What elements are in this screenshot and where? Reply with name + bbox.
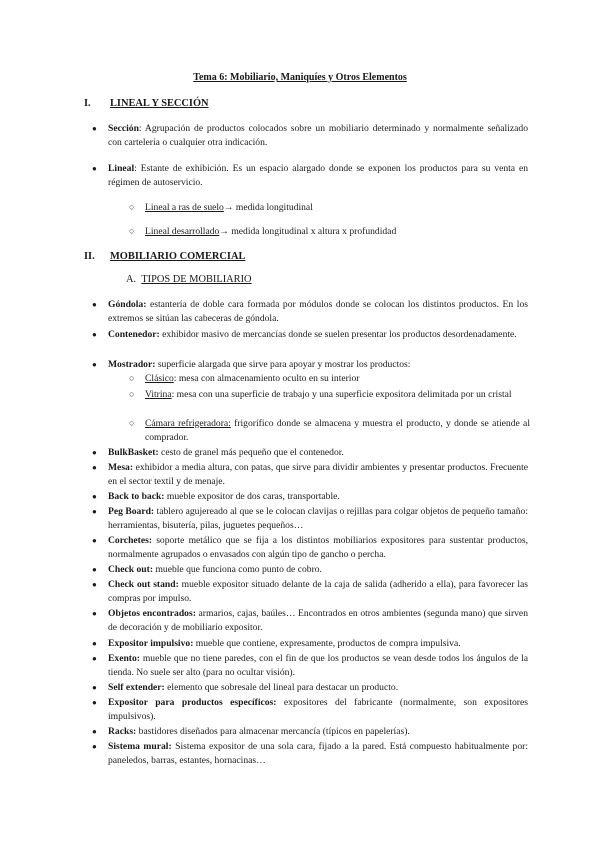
item-text: armarios, cajas, baúles… Encontrados en otros ambientes (segunda mano) que sirven de decoración y de mobiliario expositor. [108, 608, 528, 634]
item-term: Check out stand: [108, 579, 179, 590]
item-term: Expositor para productos específicos: [108, 697, 277, 708]
subsection-heading [126, 273, 252, 287]
list-item [92, 534, 528, 562]
sub-item-term: Lineal desarrollado [145, 226, 220, 237]
item-text: Sistema expositor de una sola cara, fijado a la pared. Está compuesto habitualmente por: paneledos, barras, estantes, hornacinas… [108, 741, 528, 767]
list-item [92, 358, 528, 372]
list-item [92, 681, 528, 695]
list-item [92, 461, 528, 489]
section-1-number: I. [84, 98, 91, 109]
item-text: mueble que funciona como punto de cobro. [153, 564, 322, 575]
item-text: cesto de granel más pequeño que el contenedor. [158, 447, 344, 458]
sub-item-text: → medida longitudinal [223, 202, 313, 213]
item-text: mueble expositor de dos caras, transportable. [164, 491, 340, 502]
bullet-icon: ● [92, 124, 97, 133]
sub-item-text: : mesa con una superficie de trabajo y una superficie expositora delimitada por un cristal [171, 389, 512, 400]
circle-bullet-icon: ○ [129, 202, 135, 212]
sub-item-text: frigorífico donde se almacena y muestra el producto, y donde se atiende al comprador. [145, 418, 530, 444]
bullet-icon: ● [92, 580, 97, 589]
item-text: mueble expositor situado delante de la caja de salida (adherido a ella), para favorecer las compras por impulso. [108, 579, 528, 605]
item-text: mueble que contiene, expresamente, productos de compra impulsiva. [193, 638, 461, 649]
item-text: exhibidor masivo de mercancías donde se suelen presentar los productos desordenadamente. [159, 329, 517, 340]
list-item [92, 505, 528, 533]
item-term: BulkBasket: [108, 447, 159, 458]
list-item [92, 122, 528, 150]
item-term: Self extender: [108, 682, 165, 693]
item-term: Lineal [108, 163, 135, 174]
bullet-icon: ● [92, 360, 97, 369]
item-text: estantería de doble cara formada por módulos donde se colocan los distintos productos. En los extremos se sitúan las cabeceras de góndola. [108, 299, 528, 325]
bullet-icon: ● [92, 683, 97, 692]
sub-item-term: Clásico [145, 373, 174, 384]
item-text: exhibidor a media altura, con patas, que sirve para dividir ambientes y presentar productos. Frecuente en el sector textil y de menaje. [108, 462, 528, 488]
section-2-label: MOBILIARIO COMERCIAL [110, 251, 246, 262]
list-item [92, 725, 528, 739]
item-term: Contenedor: [108, 329, 160, 340]
item-term: Mesa: [108, 462, 134, 473]
circle-bullet-icon: ○ [129, 373, 135, 383]
item-text: mueble que no tiene paredes, con el fin de que los productos se vean desde todos los ángulos de la tienda. No suele ser alto (para no ocultar visión). [108, 653, 528, 679]
item-term: Peg Board: [108, 506, 155, 517]
sub-item [129, 201, 530, 215]
bullet-icon: ● [92, 300, 97, 309]
bullet-icon: ● [92, 654, 97, 663]
list-item [92, 652, 528, 680]
sub-item [129, 417, 530, 445]
item-term: Expositor impulsivo: [108, 638, 194, 649]
bullet-icon: ● [92, 727, 97, 736]
item-term: Sección [108, 123, 139, 134]
bullet-icon: ● [92, 609, 97, 618]
section-2-heading [84, 250, 245, 264]
bullet-icon: ● [92, 463, 97, 472]
sub-item-term: Vitrina [145, 389, 172, 400]
list-item [92, 696, 528, 724]
sub-item [129, 372, 530, 386]
section-1-label: LINEAL Y SECCIÓN [110, 98, 209, 109]
list-item [92, 740, 528, 768]
item-text: tablero agujereado al que se le colocan clavijas o rejillas para colgar objetos de pequeño tamaño: herramientas, bisutería, pilas, juguetes pequeños… [108, 506, 528, 532]
item-text: bastidores diseñados para almacenar mercancía (típicos en papelerías). [136, 726, 410, 737]
subsection-label: TIPOS DE MOBILIARIO [141, 274, 252, 285]
document-title: Tema 6: Mobiliario, Maniquíes y Otros Elementos [193, 72, 407, 83]
bullet-icon: ● [92, 507, 97, 516]
sub-item-text: : mesa con almacenamiento oculto en su interior [173, 373, 360, 384]
section-1-heading [84, 97, 209, 111]
item-term: Sistema mural: [108, 741, 172, 752]
circle-bullet-icon: ○ [129, 226, 135, 236]
item-text: elemento que sobresale del lineal para destacar un producto. [164, 682, 399, 693]
bullet-icon: ● [92, 742, 97, 751]
item-term: Góndola: [108, 299, 147, 310]
bullet-icon: ● [92, 698, 97, 707]
item-term: Objetos encontrados: [108, 608, 196, 619]
list-item [92, 563, 528, 577]
item-term: Exento: [108, 653, 140, 664]
sub-item [129, 225, 530, 239]
item-term: Corchetes: [108, 535, 153, 546]
item-text: : Estante de exhibición. Es un espacio alargado donde se exponen los productos para su venta en régimen de autoservicio. [108, 163, 528, 189]
circle-bullet-icon: ○ [129, 418, 135, 428]
sub-item-term: Lineal a ras de suelo [145, 202, 224, 213]
section-2-number: II. [84, 251, 95, 262]
bullet-icon: ● [92, 536, 97, 545]
sub-item [129, 388, 530, 402]
circle-bullet-icon: ○ [129, 389, 135, 399]
bullet-icon: ● [92, 164, 97, 173]
item-term: Mostrador: [108, 359, 156, 370]
item-text: : Agrupación de productos colocados sobre un mobiliario determinado y normalmente señalizado con cartelería o cualquier otra indicación. [108, 123, 528, 149]
list-item [92, 298, 528, 326]
bullet-icon: ● [92, 639, 97, 648]
sub-item-text: → medida longitudinal x altura x profundidad [219, 226, 397, 237]
subsection-letter: A. [126, 274, 137, 285]
bullet-icon: ● [92, 565, 97, 574]
bullet-icon: ● [92, 492, 97, 501]
list-item [92, 578, 528, 606]
item-text: expositores del fabricante (normalmente, son expositores impulsivos). [108, 697, 528, 723]
item-term: Racks: [108, 726, 137, 737]
list-item [92, 607, 528, 635]
bullet-icon: ● [92, 448, 97, 457]
bullet-icon: ● [92, 330, 97, 339]
list-item [92, 328, 528, 342]
list-item [92, 446, 528, 460]
item-term: Check out: [108, 564, 154, 575]
list-item [92, 637, 528, 651]
sub-item-term: Cámara refrigeradora: [145, 418, 231, 429]
list-item [92, 490, 528, 504]
list-item [92, 162, 528, 190]
item-text: superficie alargada que sirve para apoyar y mostrar los productos: [155, 359, 411, 370]
item-text: soporte metálico que se fija a los distintos mobiliarios expositores para sustentar productos, normalmente agrupados o envasados con algún tipo de gancho o percha. [108, 535, 528, 561]
item-term: Back to back: [108, 491, 165, 502]
